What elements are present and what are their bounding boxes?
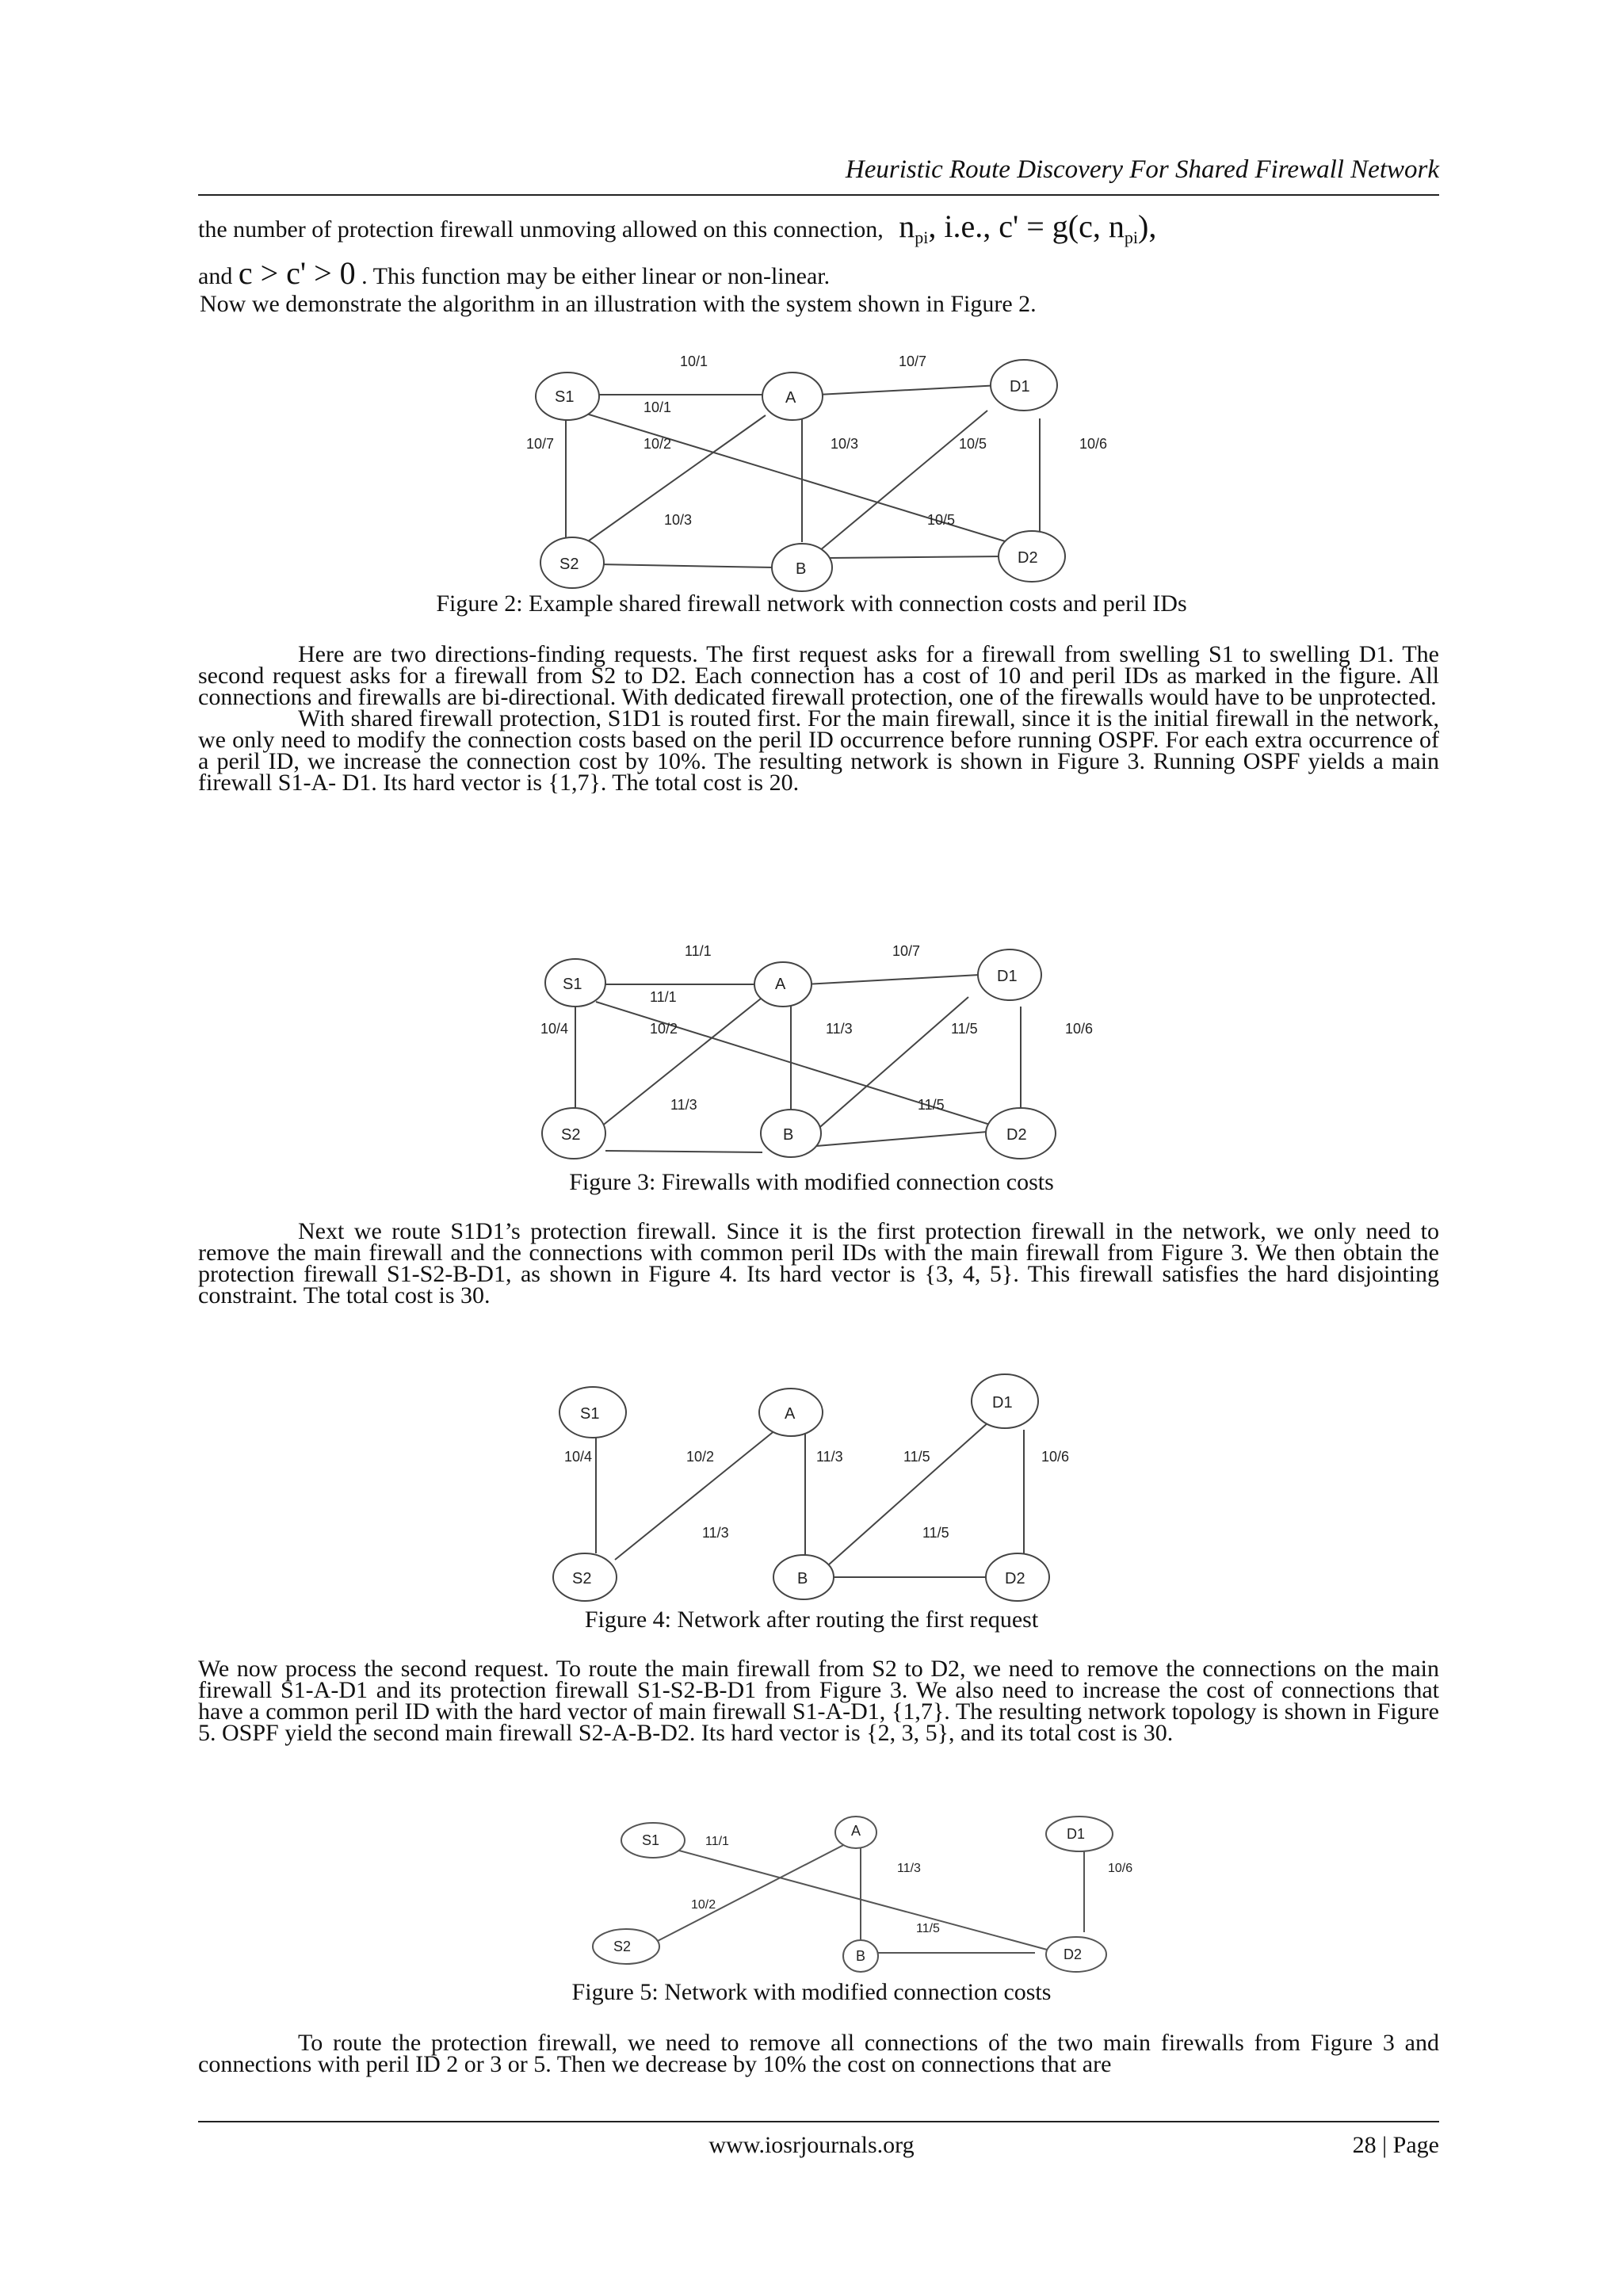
edge-a-d1 bbox=[805, 975, 980, 984]
intro-and: and bbox=[198, 263, 233, 289]
figure-2-graph bbox=[507, 349, 1108, 586]
paragraph: Next we route S1D1’s protection firewall. Since it is the first protection firewall in the network, we only need to remove the main firewall and the connections with common peril IDs with the main firewall from Figure 3. We then obtain the protection firewall S1-S2-B-D1, as shown in Figure 4. Its hard vector is {3, 4, 5}. This firewall satisfies the hard disjointing constraint. The total cost is 30. bbox=[198, 1218, 1439, 1308]
node-b-label: B bbox=[796, 560, 807, 578]
label-s2b: 10/3 bbox=[664, 512, 693, 528]
label-s1d2: 11/1 bbox=[705, 1835, 729, 1848]
label-ab: 11/3 bbox=[816, 1449, 843, 1465]
node-s2-label: S2 bbox=[572, 1570, 592, 1587]
formula-close: ), bbox=[1138, 208, 1157, 244]
body-block-4 bbox=[198, 2032, 1439, 2075]
label-s1s2: 10/4 bbox=[540, 1021, 569, 1037]
label-bd2: 11/5 bbox=[922, 1525, 949, 1541]
label-d1d2: 10/6 bbox=[1065, 1021, 1094, 1037]
edge-s2-b bbox=[605, 1151, 762, 1152]
label-s2a: 10/2 bbox=[650, 1021, 678, 1037]
formula-inequality: c > c' > 0 bbox=[238, 255, 356, 291]
node-b-label: B bbox=[783, 1126, 794, 1144]
label-bd2: 11/5 bbox=[916, 1922, 940, 1935]
formula-n: n bbox=[899, 208, 915, 244]
running-header: Heuristic Route Discovery For Shared Firewall Network bbox=[845, 155, 1439, 184]
formula-end: , n bbox=[1092, 208, 1125, 244]
node-a-label: A bbox=[775, 976, 786, 993]
node-a-label: A bbox=[785, 389, 796, 407]
intro-text-2: . This function may be either linear or non-linear. bbox=[361, 263, 831, 289]
paragraph: To route the protection firewall, we need to remove all connections of the two main firewalls from Figure 3 and connections with peril ID 2 or 3 or 5. Then we decrease by 10% the cost on connections that are bbox=[198, 2030, 1439, 2077]
paragraph: With shared firewall protection, S1D1 is routed first. For the main firewall, since it is the initial firewall in the network, we only need to modify the connection costs based on the peril ID occurrence before running OSPF. For each extra occurrence of a peril ID, we increase the connection cost by 10%. The resulting network is shown in Figure 3. Running OSPF yields a main firewall S1-A- D1. Its hard vector is {1,7}. The total cost is 20. bbox=[198, 705, 1439, 796]
edge-s2-b bbox=[596, 564, 773, 567]
label-s1a: 10/1 bbox=[680, 353, 708, 369]
label-s2b: 11/3 bbox=[702, 1525, 729, 1541]
label-s2b: 11/3 bbox=[670, 1097, 697, 1113]
node-d2-label: D2 bbox=[1005, 1570, 1025, 1587]
figure-4-caption: Figure 4: Network after routing the first request bbox=[584, 1606, 1039, 1633]
edge-s2-a bbox=[615, 1427, 780, 1560]
edge-s1-d2 bbox=[670, 1848, 1059, 1953]
node-d2-label: D2 bbox=[1006, 1126, 1027, 1144]
header-rule bbox=[198, 194, 1439, 196]
node-d1-label: D1 bbox=[1010, 378, 1030, 395]
edge-s1-d2 bbox=[586, 414, 1029, 548]
formula-n-sub: pi bbox=[915, 227, 929, 247]
figure-3-graph bbox=[523, 943, 1109, 1173]
label-bd2: 11/5 bbox=[918, 1097, 945, 1113]
node-d2-label: D2 bbox=[1018, 549, 1038, 567]
label-bd2: 10/5 bbox=[927, 512, 956, 528]
label-ad1: 10/7 bbox=[892, 943, 921, 959]
edge-s2-a bbox=[653, 1840, 853, 1943]
node-s2-label: S2 bbox=[613, 1939, 632, 1954]
label-s1d2: 10/1 bbox=[643, 399, 672, 415]
node-a-label: A bbox=[851, 1823, 861, 1839]
label-s1s2: 10/7 bbox=[526, 436, 555, 452]
node-b-label: B bbox=[856, 1948, 866, 1964]
node-s2-label: S2 bbox=[559, 556, 579, 573]
intro-text-1: the number of protection firewall unmoving allowed on this connection, bbox=[198, 216, 884, 243]
label-s1s2: 10/4 bbox=[564, 1449, 593, 1465]
label-ad1: 10/7 bbox=[899, 353, 927, 369]
footer-url[interactable]: www.iosrjournals.org bbox=[708, 2132, 915, 2158]
figure-5-graph bbox=[586, 1817, 1141, 1980]
node-d1-label: D1 bbox=[997, 968, 1018, 985]
body-block-2 bbox=[198, 1218, 1439, 1308]
body-block-3 bbox=[198, 1658, 1439, 1744]
edge-s2-a bbox=[593, 999, 761, 1133]
node-d1-label: D1 bbox=[992, 1394, 1013, 1412]
figure-2-caption: Figure 2: Example shared firewall network with connection costs and peril IDs bbox=[436, 590, 1187, 617]
paragraph: We now process the second request. To route the main firewall from S2 to D2, we need to remove the connections on the main firewall S1-A-D1 and its protection firewall S1-S2-B-D1 from Figure 3. We also need to increase the cost of connections that have a common peril ID with the hard vector of main firewall S1-A-D1, {1,7}. The resulting network topology is shown in Figure 5. OSPF yield the second main firewall S2-A-B-D2. Its hard vector is {2, 3, 5}, and its total cost is 30. bbox=[198, 1656, 1439, 1746]
intro-line-3: Now we demonstrate the algorithm in an illustration with the system shown in Figure 2. bbox=[200, 291, 1037, 317]
label-d1d2: 10/6 bbox=[1079, 436, 1108, 452]
node-a-label: A bbox=[785, 1405, 796, 1423]
label-ab: 10/3 bbox=[831, 436, 859, 452]
figure-5-caption: Figure 5: Network with modified connection costs bbox=[571, 1979, 1052, 2005]
node-s1-label: S1 bbox=[563, 976, 582, 993]
label-s2a: 10/2 bbox=[691, 1898, 716, 1912]
paragraph: Here are two directions-finding requests. The first request asks for a firewall from swelling S1 to swelling D1. The second request asks for a firewall from S2 to D2. Each connection has a cost of 10 and peril IDs as marked in the figure. All connections and firewalls are bi-directional. With dedicated firewall protection, one of the firewalls would have to be unprotected. bbox=[198, 641, 1439, 710]
node-s1-label: S1 bbox=[580, 1405, 600, 1423]
label-s2a: 10/2 bbox=[686, 1449, 715, 1465]
edge-b-d1 bbox=[815, 411, 987, 555]
body-block-1 bbox=[198, 641, 1439, 796]
label-d1d2: 10/6 bbox=[1041, 1449, 1070, 1465]
footer-rule bbox=[198, 2121, 1439, 2122]
intro-line-2 bbox=[198, 255, 831, 291]
node-d2-label: D2 bbox=[1064, 1946, 1083, 1962]
figure-3-caption: Figure 3: Firewalls with modified connection costs bbox=[569, 1169, 1054, 1195]
edge-b-d1 bbox=[802, 997, 968, 1143]
label-bd1: 11/5 bbox=[903, 1449, 930, 1465]
edge-b-d1 bbox=[829, 1422, 989, 1564]
label-bd1: 11/5 bbox=[951, 1021, 978, 1037]
formula-end-sub: pi bbox=[1124, 227, 1139, 247]
edge-a-d1 bbox=[818, 385, 1000, 395]
label-d1d2: 10/6 bbox=[1108, 1862, 1133, 1875]
label-s2a: 10/2 bbox=[643, 436, 672, 452]
node-d1-label: D1 bbox=[1067, 1826, 1086, 1842]
node-s2-label: S2 bbox=[561, 1126, 581, 1144]
page-number: 28 | Page bbox=[1352, 2132, 1439, 2158]
figure-4-graph bbox=[539, 1363, 1094, 1593]
label-bd1: 10/5 bbox=[959, 436, 987, 452]
node-s1-label: S1 bbox=[555, 388, 575, 406]
label-s1d2: 11/1 bbox=[650, 989, 677, 1005]
node-b-label: B bbox=[797, 1570, 808, 1587]
edge-b-d2 bbox=[829, 556, 1005, 558]
label-ab: 11/3 bbox=[897, 1862, 921, 1875]
label-s1a: 11/1 bbox=[685, 943, 712, 959]
edge-b-d2 bbox=[816, 1132, 987, 1146]
formula-ie: , i.e., c' = g(c bbox=[928, 208, 1093, 244]
intro-line-1 bbox=[198, 208, 1157, 252]
node-s1-label: S1 bbox=[642, 1832, 660, 1848]
label-ab: 11/3 bbox=[826, 1021, 853, 1037]
